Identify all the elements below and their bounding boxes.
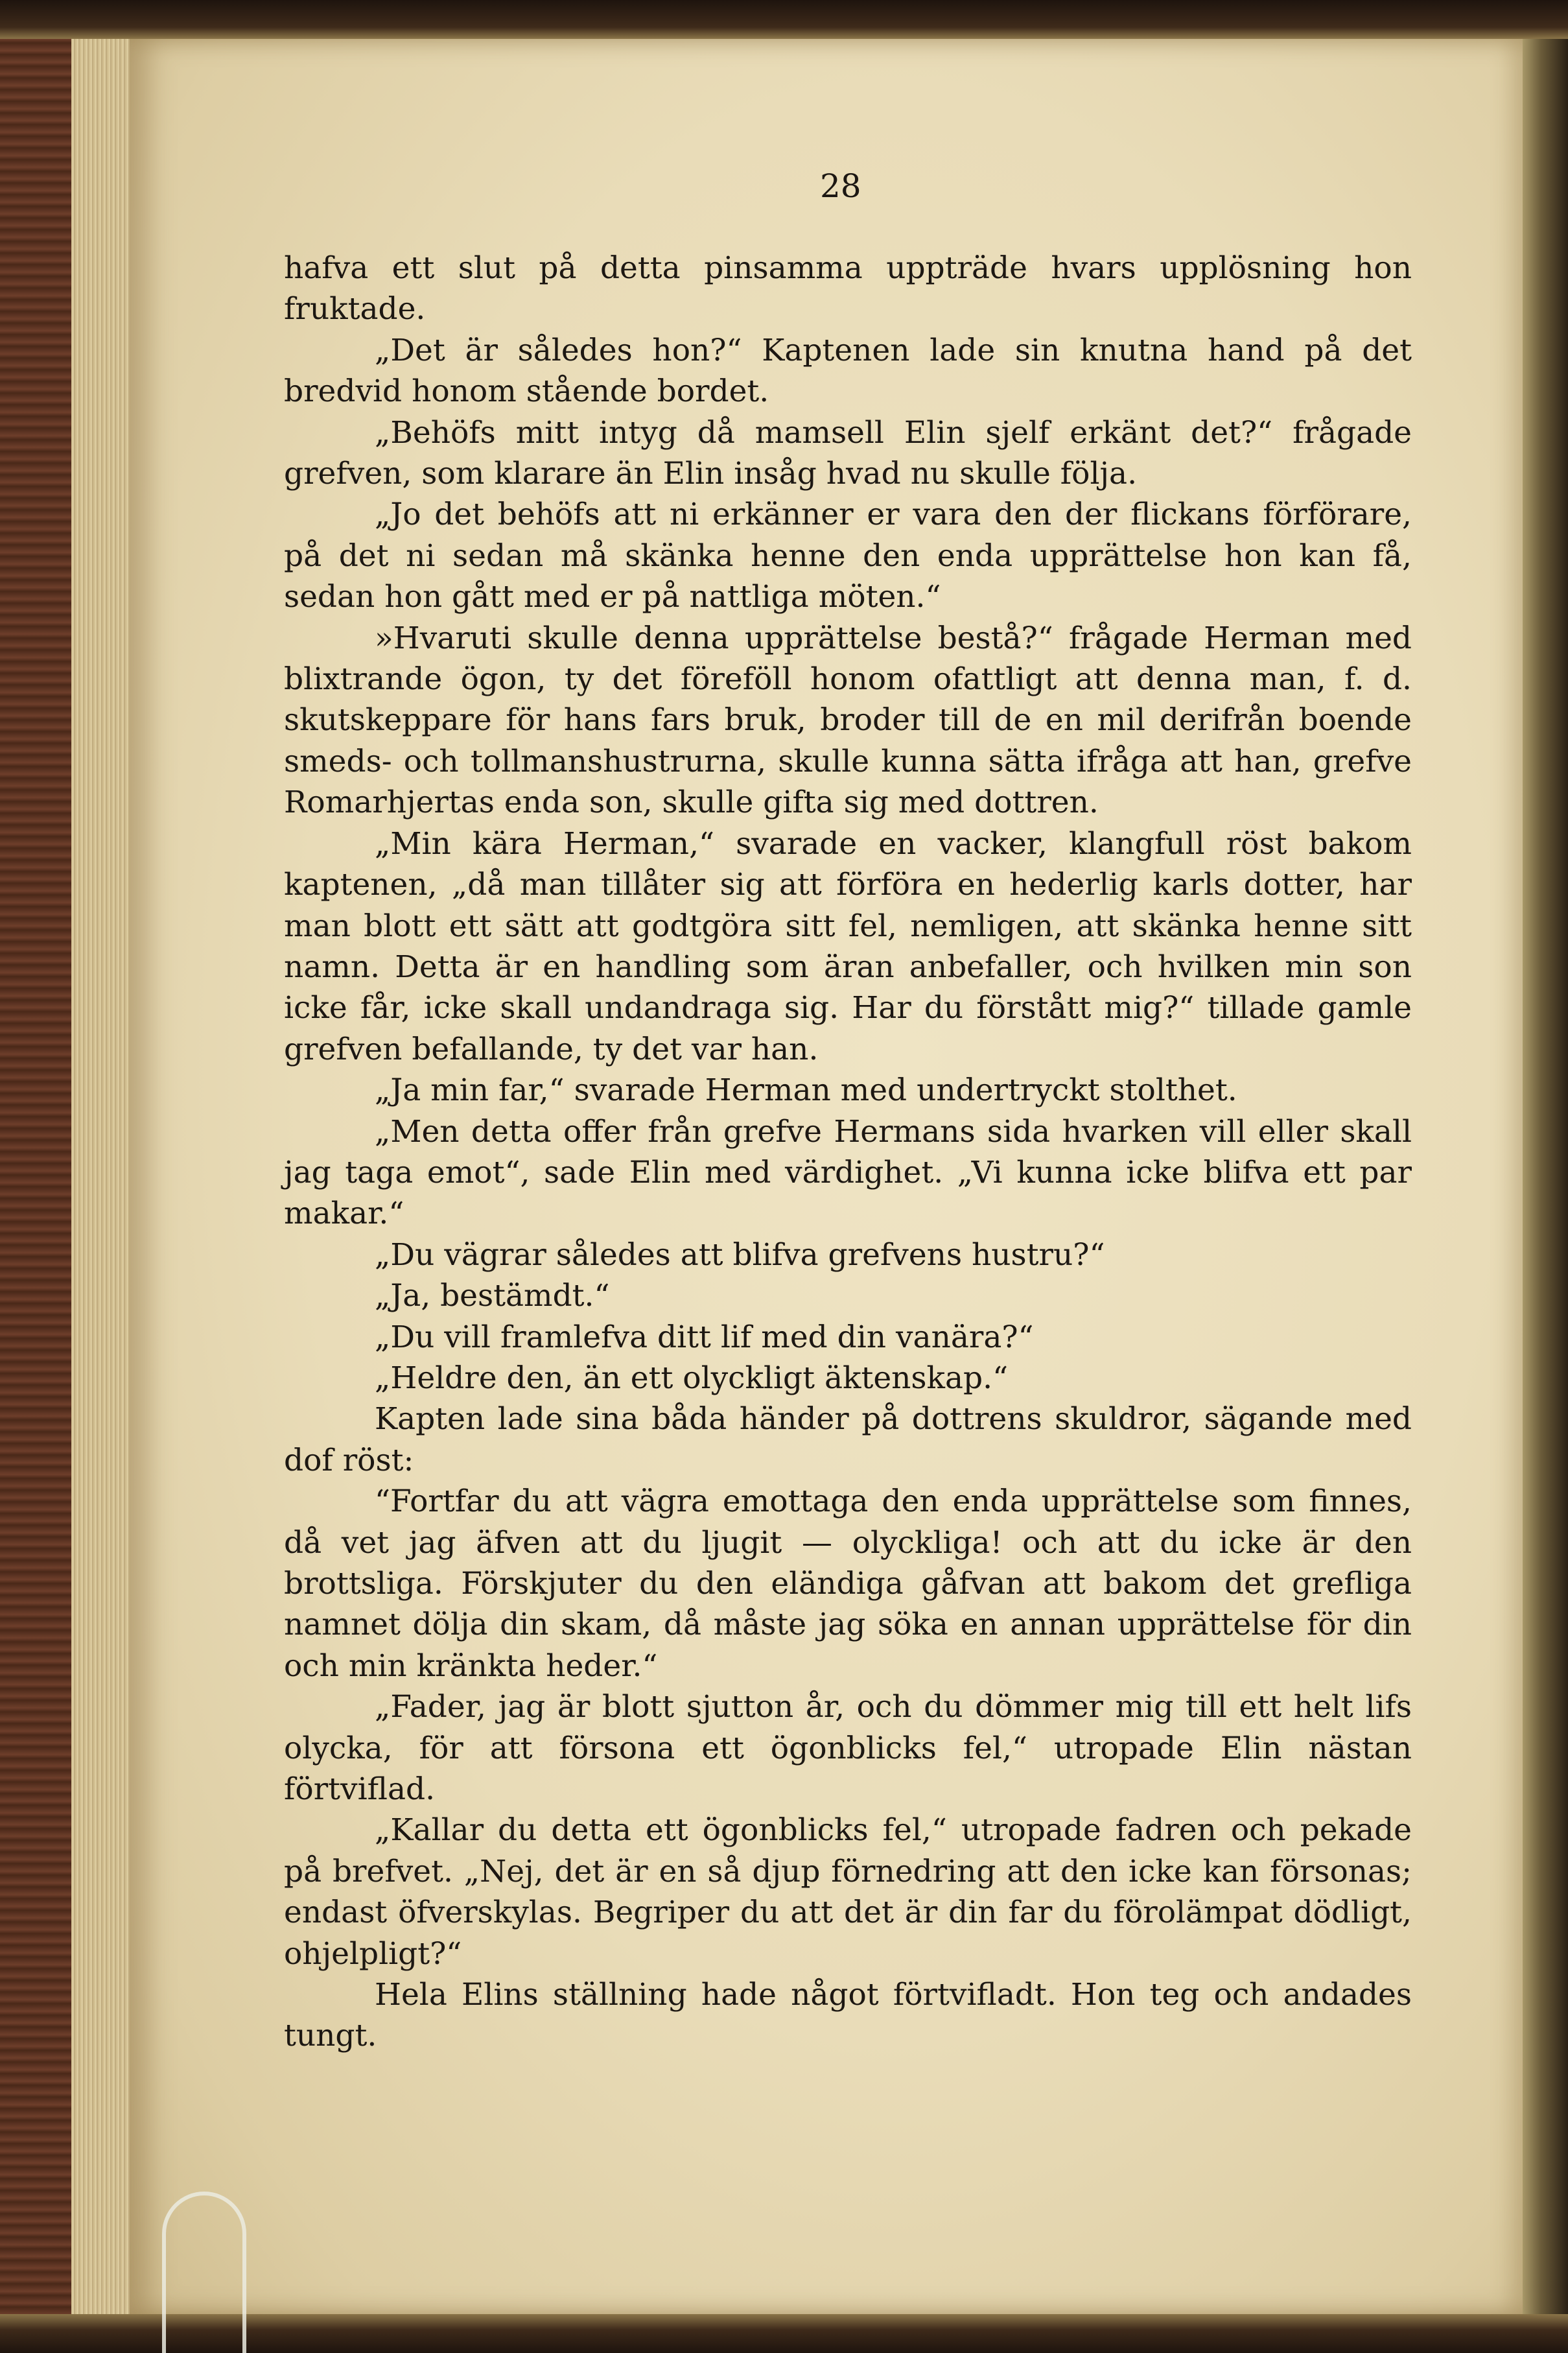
paragraph: „Du vägrar således att blifva grefvens hustru?“ [375,1236,1105,1273]
paragraph: „Min kära Herman,“ svarade en vacker, klangfull röst bakom kaptenen, „då man tillåter sig att förföra en hederlig karls dotter, har man blott ett sätt att godtgöra sitt fel, nemligen, att skänka henne sitt namn. Detta är en handling som äran anbefaller, och hvilken min son icke får, icke skall undandraga sig. Har du förstått mig?“ tillade gamle grefven befallande, ty det var han. [284,825,1412,1067]
paragraph: „Det är således hon?“ Kaptenen lade sin knutna hand på det bredvid honom stående bordet. [284,332,1412,410]
paragraph: Kapten lade sina båda händer på dottrens skuldror, sägande med dof röst: [284,1401,1412,1478]
paragraph: „Fader, jag är blott sjutton år, och du dömmer mig till ett helt lifs olycka, för att försona ett ögonblicks fel,“ utropade Elin nästan förtviflad. [284,1689,1412,1808]
book-binding [0,0,71,2353]
paragraph: „Heldre den, än ett olyckligt äktenskap.“ [375,1360,1009,1396]
paragraph: hafva ett slut på detta pinsamma uppträde hvars upplösning hon fruktade. [284,250,1412,327]
top-edge [0,0,1568,39]
right-page-edge [1523,0,1568,2353]
paragraph: „Kallar du detta ett ögonblicks fel,“ utropade fadren och pekade på brefvet. „Nej, det är en så djup förnedring att den icke kan försonas; endast öfverskylas. Begriper du att det är din far du förolämpat dödligt, ohjelpligt?“ [284,1812,1412,1972]
paragraph: „Du vill framlefva ditt lif med din vanära?“ [375,1319,1034,1355]
paragraph: „Behöfs mitt intyg då mamsell Elin sjelf erkänt det?“ frågade grefven, som klarare än Elin insåg hvad nu skulle följa. [284,414,1412,492]
paragraph: „Ja, bestämdt.“ [375,1278,610,1314]
paragraph: »Hvaruti skulle denna upprättelse bestå?“ frågade Herman med blixtrande ögon, ty det föreföll honom ofattligt att denna man, f. d. skutskeppare för hans fars bruk, broder till de en mil derifrån boende smeds- och tollmanshustrurna, skulle kunna sätta ifråga att han, grefve Romarhjertas enda son, skulle gifta sig med dottren. [284,620,1412,821]
paragraph: „Jo det behöfs att ni erkänner er vara den der flickans förförare, på det ni sedan må skänka henne den enda upprättelse hon kan få, sedan hon gått med er på nattliga möten.“ [284,497,1412,615]
page-clip [162,2192,246,2353]
paragraph: Hela Elins ställning hade något förtvifladt. Hon teg och andades tungt. [284,1977,1412,2054]
paragraph: „Men detta offer från grefve Hermans sida hvarken vill eller skall jag taga emot“, sade Elin med värdighet. „Vi kunna icke blifva ett par makar.“ [284,1113,1412,1232]
paragraph: „Ja min far,“ svarade Herman med undertryckt stolthet. [375,1072,1237,1109]
paragraph: “Fortfar du att vägra emottaga den enda upprättelse som finnes, då vet jag äfven att du ljugit — olyckliga! och att du icke är den brottsliga. Förskjuter du den eländiga gåfvan att bakom det grefliga namnet dölja din skam, då måste jag söka en annan upprättelse för din och min kränkta heder.“ [284,1484,1412,1684]
page-number: 28 [820,167,861,205]
body-text [284,248,1412,2057]
